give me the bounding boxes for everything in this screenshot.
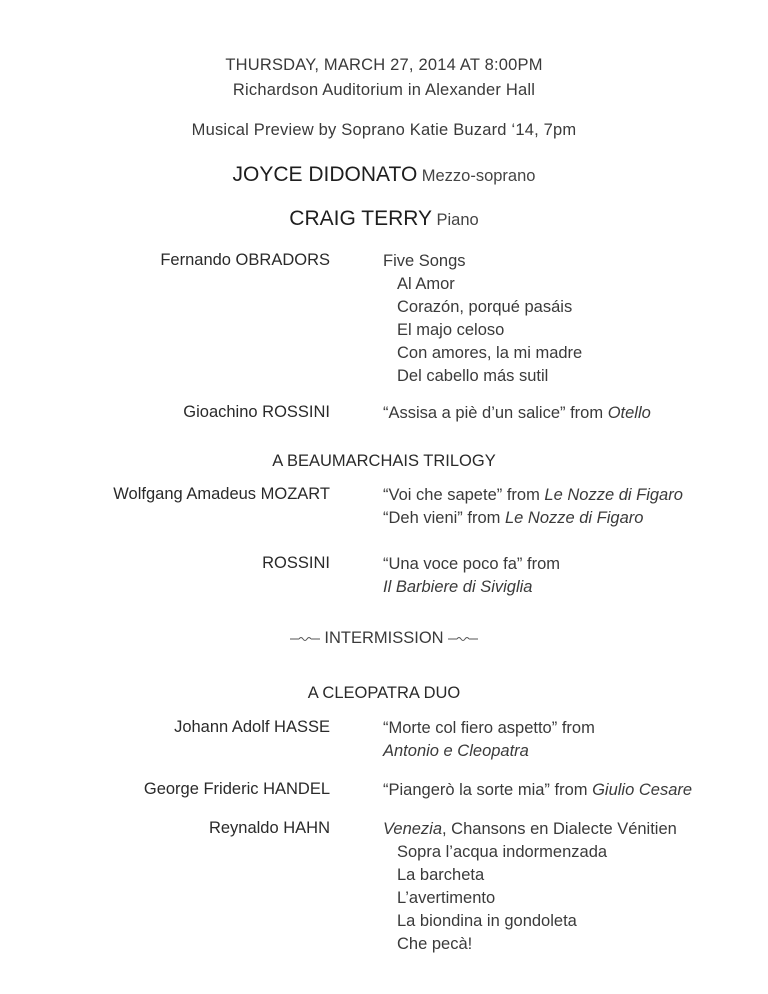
performer-role: Piano: [436, 211, 479, 229]
aria-title: “Assisa a piè d’un salice” from: [383, 404, 604, 422]
work-mozart: [383, 484, 683, 530]
performer-didonato: [0, 163, 768, 187]
performer-terry: [0, 207, 768, 231]
aria-title: “Morte col fiero aspetto” from: [383, 719, 595, 737]
opera-title: Le Nozze di Figaro: [504, 509, 644, 527]
concert-date: THURSDAY, MARCH 27, 2014 AT 8:00PM: [225, 56, 543, 74]
song-item: Corazón, porqué pasáis: [397, 298, 573, 316]
composer-obradors: Fernando OBRADORS: [160, 251, 330, 269]
work-title: Five Songs: [383, 252, 466, 270]
song-item: Sopra l’acqua indormenzada: [397, 843, 608, 861]
performer-name: CRAIG TERRY: [289, 207, 433, 230]
performer-name: JOYCE DIDONATO: [232, 163, 418, 186]
opera-title: Giulio Cesare: [592, 781, 693, 799]
opera-title: Il Barbiere di Siviglia: [383, 578, 533, 596]
work-rossini-barbiere: [383, 553, 560, 599]
intermission: [0, 629, 768, 648]
song-item: Al Amor: [397, 275, 455, 293]
performer-role: Mezzo-soprano: [421, 167, 536, 185]
ornament-icon: [290, 635, 320, 643]
aria-line: [383, 484, 683, 507]
cycle-title: Venezia: [383, 820, 443, 838]
song-item: La biondina in gondoleta: [397, 912, 577, 930]
ornament-icon: [448, 635, 478, 643]
song-item: El majo celoso: [397, 321, 505, 339]
composer-handel: George Frideric HANDEL: [143, 780, 330, 798]
cycle-subtitle: , Chansons en Dialecte Vénitien: [442, 820, 677, 838]
section-heading-cleopatra: A CLEOPATRA DUO: [307, 684, 461, 702]
composer-rossini-2: ROSSINI: [262, 554, 330, 572]
work-rossini-otello: [383, 402, 651, 425]
aria-title: “Una voce poco fa” from: [383, 555, 560, 573]
song-item: Del cabello más sutil: [397, 367, 549, 385]
aria-title: “Voi che sapete” from: [383, 486, 540, 504]
song-item: L’avertimento: [397, 889, 496, 907]
composer-hahn: Reynaldo HAHN: [208, 819, 330, 837]
song-item: Con amores, la mi madre: [397, 344, 583, 362]
aria-title: “Deh vieni” from: [383, 509, 501, 527]
work-title: [383, 818, 677, 841]
opera-title: Antonio e Cleopatra: [383, 742, 529, 760]
intermission-label: INTERMISSION: [324, 629, 444, 647]
composer-rossini: Gioachino ROSSINI: [183, 403, 330, 421]
composer-mozart: Wolfgang Amadeus MOZART: [113, 485, 330, 503]
opera-title: Otello: [607, 404, 651, 422]
concert-venue: Richardson Auditorium in Alexander Hall: [232, 81, 536, 99]
musical-preview: Musical Preview by Soprano Katie Buzard ‘14, 7pm: [191, 121, 577, 139]
composer-hasse: Johann Adolf HASSE: [174, 718, 330, 736]
work-handel: [383, 779, 692, 802]
work-obradors: [383, 250, 582, 388]
work-hahn: [383, 818, 677, 956]
song-item: Che pecà!: [397, 935, 473, 953]
work-hasse: [383, 717, 595, 763]
song-item: La barcheta: [397, 866, 485, 884]
section-heading-beaumarchais: A BEAUMARCHAIS TRILOGY: [272, 452, 496, 470]
aria-title: “Piangerò la sorte mia” from: [383, 781, 588, 799]
aria-line: [383, 507, 683, 530]
opera-title: Le Nozze di Figaro: [544, 486, 683, 504]
